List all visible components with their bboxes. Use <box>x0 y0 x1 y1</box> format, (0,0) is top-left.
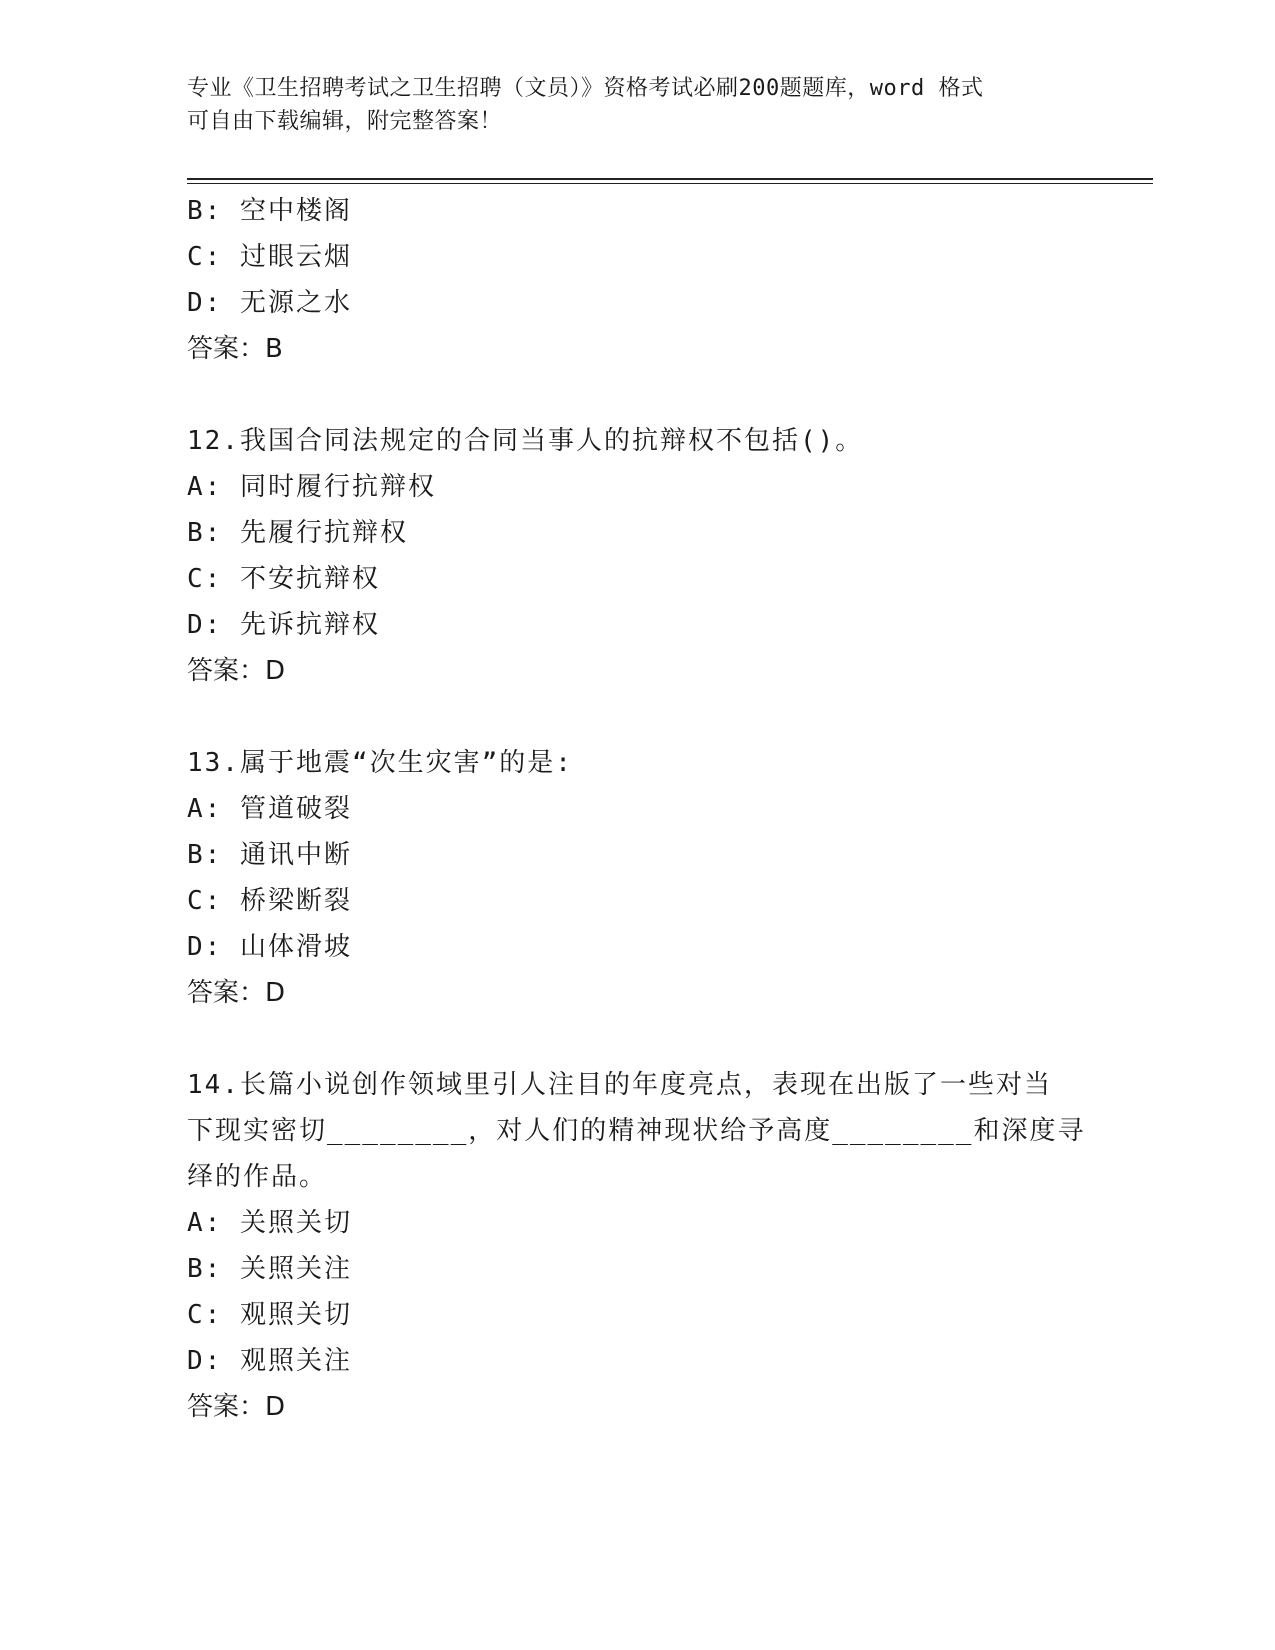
question-stem-line-3: 绎的作品。 <box>187 1162 328 1192</box>
option-c: C: 桥梁断裂 <box>187 886 352 916</box>
question-stem-line-1: 14.长篇小说创作领域里引人注目的年度亮点，表现在出版了一些对当 <box>187 1070 1052 1100</box>
question-11-continued <box>187 188 1087 372</box>
option-b: B: 通讯中断 <box>187 840 352 870</box>
answer-line: 答案：B <box>187 334 283 364</box>
answer-line: 答案：D <box>187 1392 286 1422</box>
header-divider-thick <box>187 178 1153 180</box>
question-stem: 12.我国合同法规定的合同当事人的抗辩权不包括()。 <box>187 426 864 456</box>
option-c: C: 观照关切 <box>187 1300 352 1330</box>
option-d: D: 无源之水 <box>187 288 352 318</box>
option-d: D: 山体滑坡 <box>187 932 352 962</box>
header-divider-thin <box>187 183 1153 184</box>
question-13 <box>187 740 1087 1016</box>
option-c: C: 不安抗辩权 <box>187 564 380 594</box>
option-b: B: 空中楼阁 <box>187 196 352 226</box>
question-stem-line-2: 下现实密切________，对人们的精神现状给予高度________和深度寻 <box>187 1116 1086 1146</box>
header-line-1: 专业《卫生招聘考试之卫生招聘（文员）》资格考试必刷200题题库，word 格式 <box>187 76 984 101</box>
option-c: C: 过眼云烟 <box>187 242 352 272</box>
question-list <box>187 188 1087 1430</box>
option-b: B: 关照关注 <box>187 1254 352 1284</box>
option-b: B: 先履行抗辩权 <box>187 518 408 548</box>
spacer <box>187 1016 1087 1062</box>
document-header <box>187 72 1087 138</box>
header-line-2: 可自由下载编辑，附完整答案！ <box>187 109 503 134</box>
question-stem: 13.属于地震“次生灾害”的是: <box>187 748 573 778</box>
option-a: A: 同时履行抗辩权 <box>187 472 436 502</box>
answer-line: 答案：D <box>187 978 286 1008</box>
question-12 <box>187 418 1087 694</box>
option-a: A: 关照关切 <box>187 1208 352 1238</box>
option-d: D: 先诉抗辩权 <box>187 610 380 640</box>
question-14 <box>187 1062 1087 1430</box>
spacer <box>187 694 1087 740</box>
option-a: A: 管道破裂 <box>187 794 352 824</box>
spacer <box>187 372 1087 418</box>
option-d: D: 观照关注 <box>187 1346 352 1376</box>
answer-line: 答案：D <box>187 656 286 686</box>
